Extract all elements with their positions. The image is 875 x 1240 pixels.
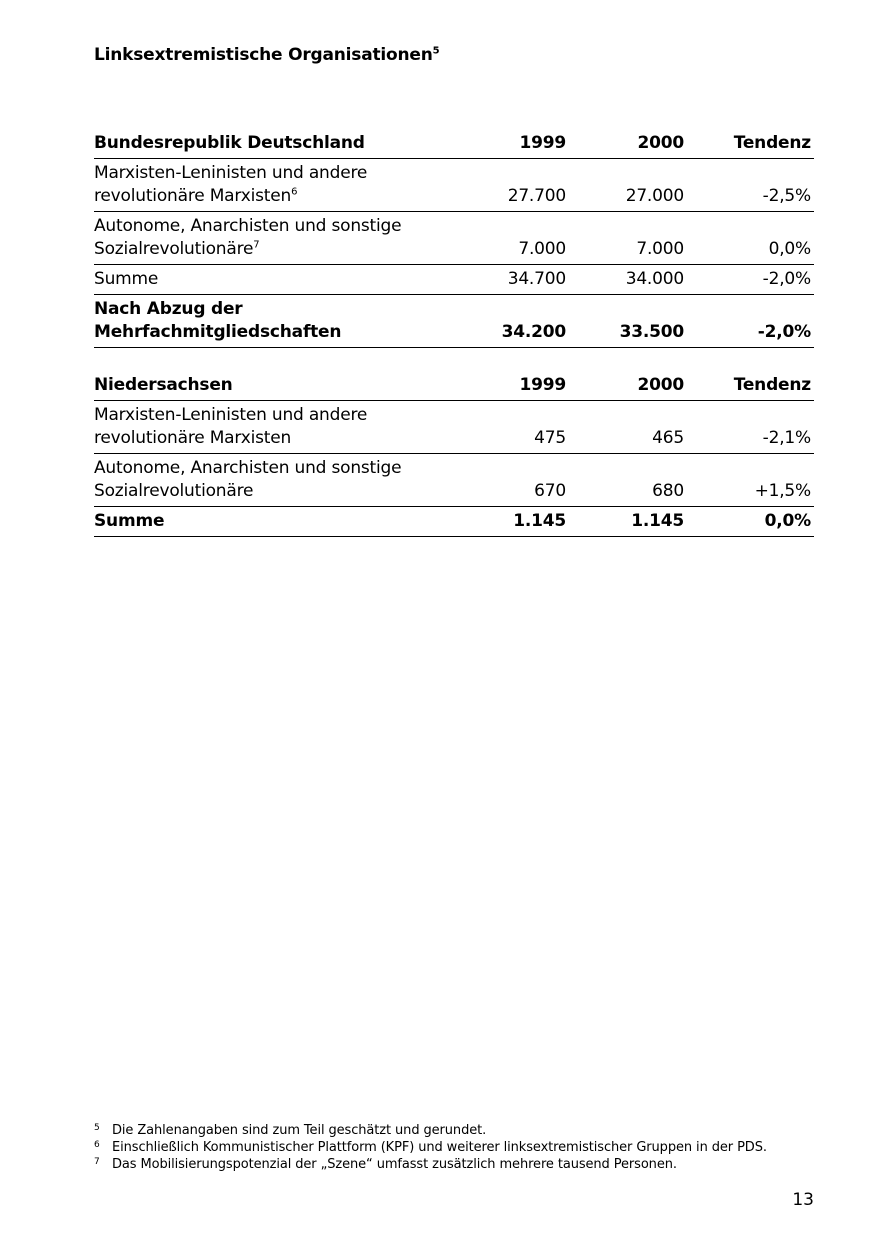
row-label: Summe <box>94 507 479 537</box>
footnote-number: 6 <box>94 1140 100 1150</box>
header-year-2000: 2000 <box>566 374 684 401</box>
value-2000: 34.000 <box>566 265 684 295</box>
value-1999: 7.000 <box>479 212 566 265</box>
footnote-number: 5 <box>94 1123 100 1133</box>
heading-text: Linksextremistische Organisationen <box>94 45 433 65</box>
header-trend: Tendenz <box>684 132 814 159</box>
value-2000: 7.000 <box>566 212 684 265</box>
footnote-text: Einschließlich Kommunistischer Plattform (KPF) und weiterer linksextremistischer Gruppen in der PDS. <box>112 1140 767 1155</box>
table-header-row <box>94 132 814 159</box>
header-trend: Tendenz <box>684 374 814 401</box>
value-2000: 465 <box>566 401 684 454</box>
value-trend: -2,0% <box>684 265 814 295</box>
value-1999: 27.700 <box>479 159 566 212</box>
footnote <box>94 1122 814 1139</box>
table-row <box>94 401 814 454</box>
table-row <box>94 212 814 265</box>
value-trend: -2,1% <box>684 401 814 454</box>
value-trend: -2,5% <box>684 159 814 212</box>
value-2000: 27.000 <box>566 159 684 212</box>
table-row <box>94 159 814 212</box>
row-label: Summe <box>94 265 479 295</box>
footnote-number: 7 <box>94 1157 100 1167</box>
table-row <box>94 454 814 507</box>
heading-footnote-ref: 5 <box>432 45 440 57</box>
footnote <box>94 1156 814 1173</box>
header-label: Bundesrepublik Deutschland <box>94 132 479 159</box>
row-label: Marxisten-Leninisten und andere revolutionäre Marxisten$^6$ <box>94 159 479 212</box>
value-1999: 670 <box>479 454 566 507</box>
footnote-ref: 6 <box>291 186 298 198</box>
table-header-row <box>94 374 814 401</box>
value-2000: 680 <box>566 454 684 507</box>
footnote-ref: 7 <box>253 239 260 251</box>
page-number: 13 <box>792 1190 814 1210</box>
row-label: Nach Abzug der Mehrfachmitgliedschaften <box>94 295 479 348</box>
row-label: Autonome, Anarchisten und sonstige Sozialrevolutionäre$^7$ <box>94 212 479 265</box>
footnote <box>94 1139 814 1156</box>
footnote-text: Die Zahlenangaben sind zum Teil geschätzt und gerundet. <box>112 1123 487 1138</box>
value-trend: 0,0% <box>684 507 814 537</box>
value-2000: 1.145 <box>566 507 684 537</box>
footnote-text: Das Mobilisierungspotenzial der „Szene“ umfasst zusätzlich mehrere tausend Personen. <box>112 1157 677 1172</box>
header-year-1999: 1999 <box>479 374 566 401</box>
table-bundesrepublik <box>94 132 814 348</box>
value-trend: 0,0% <box>684 212 814 265</box>
value-1999: 475 <box>479 401 566 454</box>
table-row-net-total <box>94 295 814 348</box>
table-niedersachsen <box>94 374 814 537</box>
table-row-sum <box>94 507 814 537</box>
value-2000: 33.500 <box>566 295 684 348</box>
value-1999: 1.145 <box>479 507 566 537</box>
footnotes <box>94 1122 814 1173</box>
value-1999: 34.700 <box>479 265 566 295</box>
header-year-2000: 2000 <box>566 132 684 159</box>
value-trend: -2,0% <box>684 295 814 348</box>
row-label: Autonome, Anarchisten und sonstige Sozialrevolutionäre <box>94 454 479 507</box>
row-label: Marxisten-Leninisten und andere revolutionäre Marxisten <box>94 401 479 454</box>
value-1999: 34.200 <box>479 295 566 348</box>
table-row-sum <box>94 265 814 295</box>
page-heading <box>94 45 439 65</box>
header-label: Niedersachsen <box>94 374 479 401</box>
header-year-1999: 1999 <box>479 132 566 159</box>
value-trend: +1,5% <box>684 454 814 507</box>
